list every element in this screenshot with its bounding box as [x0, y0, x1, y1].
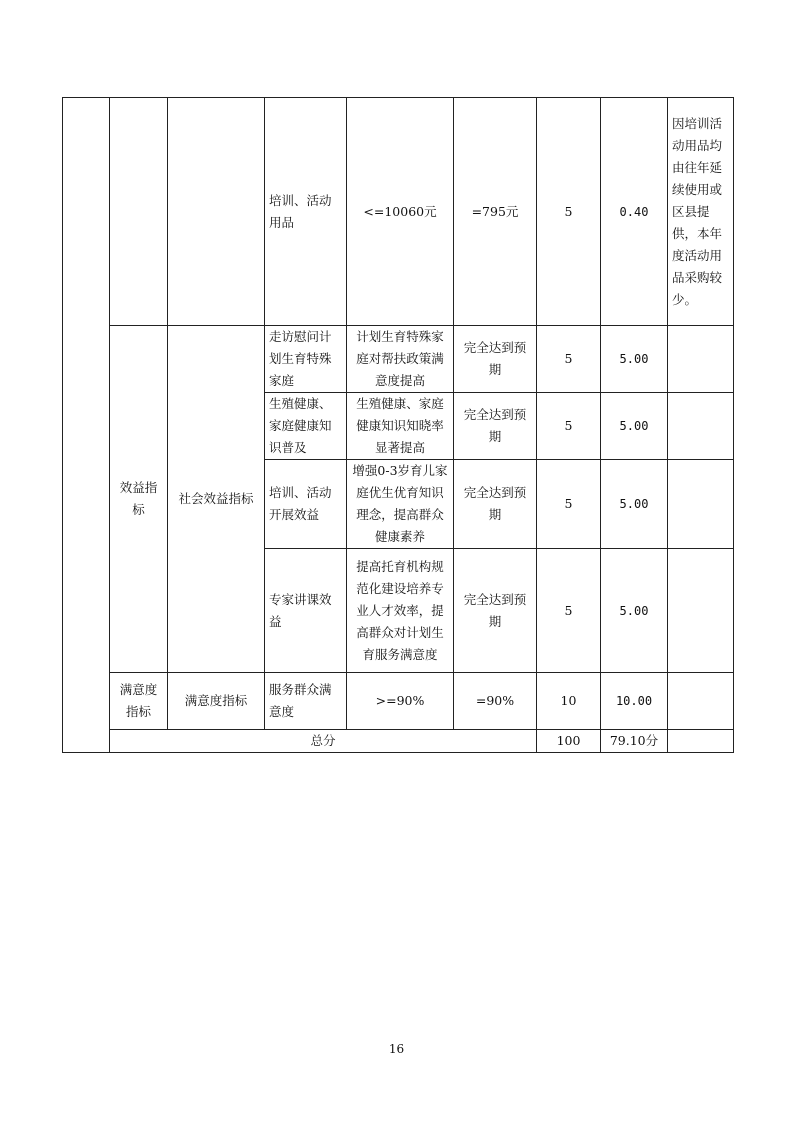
total-label: 总分 [110, 730, 537, 753]
table-row [63, 98, 734, 326]
target-cell: 增强0-3岁育儿家庭优生优育知识理念，提高群众健康素养 [347, 460, 454, 549]
indicator-cell: 走访慰问计划生育特殊家庭 [265, 326, 347, 393]
score-cell: 5.00 [601, 460, 668, 549]
benefit-level1-cell: 效益指标 [110, 326, 168, 673]
weight-cell: 5 [537, 549, 601, 673]
weight-cell: 5 [537, 460, 601, 549]
note-cell [668, 673, 734, 730]
note-cell [668, 460, 734, 549]
target-cell: 计划生育特殊家庭对帮扶政策满意度提高 [347, 326, 454, 393]
score-cell: 5.00 [601, 549, 668, 673]
indicator-cell: 培训、活动开展效益 [265, 460, 347, 549]
indicator-cell: 服务群众满意度 [265, 673, 347, 730]
note-cell [668, 326, 734, 393]
actual-cell: 完全达到预期 [454, 549, 537, 673]
total-score: 79.10分 [601, 730, 668, 753]
level2-cell [168, 98, 265, 326]
target-cell: >=90% [347, 673, 454, 730]
benefit-level2-cell: 社会效益指标 [168, 326, 265, 673]
weight-cell: 5 [537, 98, 601, 326]
table-row [63, 326, 734, 393]
actual-cell: 完全达到预期 [454, 393, 537, 460]
indicator-cell: 专家讲课效益 [265, 549, 347, 673]
score-cell: 0.40 [601, 98, 668, 326]
note-cell [668, 549, 734, 673]
weight-cell: 10 [537, 673, 601, 730]
weight-cell: 5 [537, 326, 601, 393]
score-cell: 5.00 [601, 326, 668, 393]
indicator-cell: 培训、活动用品 [265, 98, 347, 326]
total-weight: 100 [537, 730, 601, 753]
satisfaction-level1-cell: 满意度指标 [110, 673, 168, 730]
note-cell [668, 393, 734, 460]
actual-cell: 完全达到预期 [454, 460, 537, 549]
target-cell: 生殖健康、家庭健康知识知晓率显著提高 [347, 393, 454, 460]
total-row [63, 730, 734, 753]
actual-cell: =90% [454, 673, 537, 730]
score-cell: 5.00 [601, 393, 668, 460]
satisfaction-level2-cell: 满意度指标 [168, 673, 265, 730]
outer-category-cell [63, 98, 110, 753]
actual-cell: =795元 [454, 98, 537, 326]
target-cell: 提高托育机构规范化建设培养专业人才效率，提高群众对计划生育服务满意度 [347, 549, 454, 673]
table-row [63, 673, 734, 730]
score-cell: 10.00 [601, 673, 668, 730]
performance-table [62, 97, 734, 753]
indicator-cell: 生殖健康、家庭健康知识普及 [265, 393, 347, 460]
weight-cell: 5 [537, 393, 601, 460]
target-cell: <=10060元 [347, 98, 454, 326]
total-note [668, 730, 734, 753]
level1-cell [110, 98, 168, 326]
note-cell: 因培训活动用品均由往年延续使用或区县提供，本年度活动用品采购较少。 [668, 98, 734, 326]
actual-cell: 完全达到预期 [454, 326, 537, 393]
page-number: 16 [388, 1042, 405, 1056]
